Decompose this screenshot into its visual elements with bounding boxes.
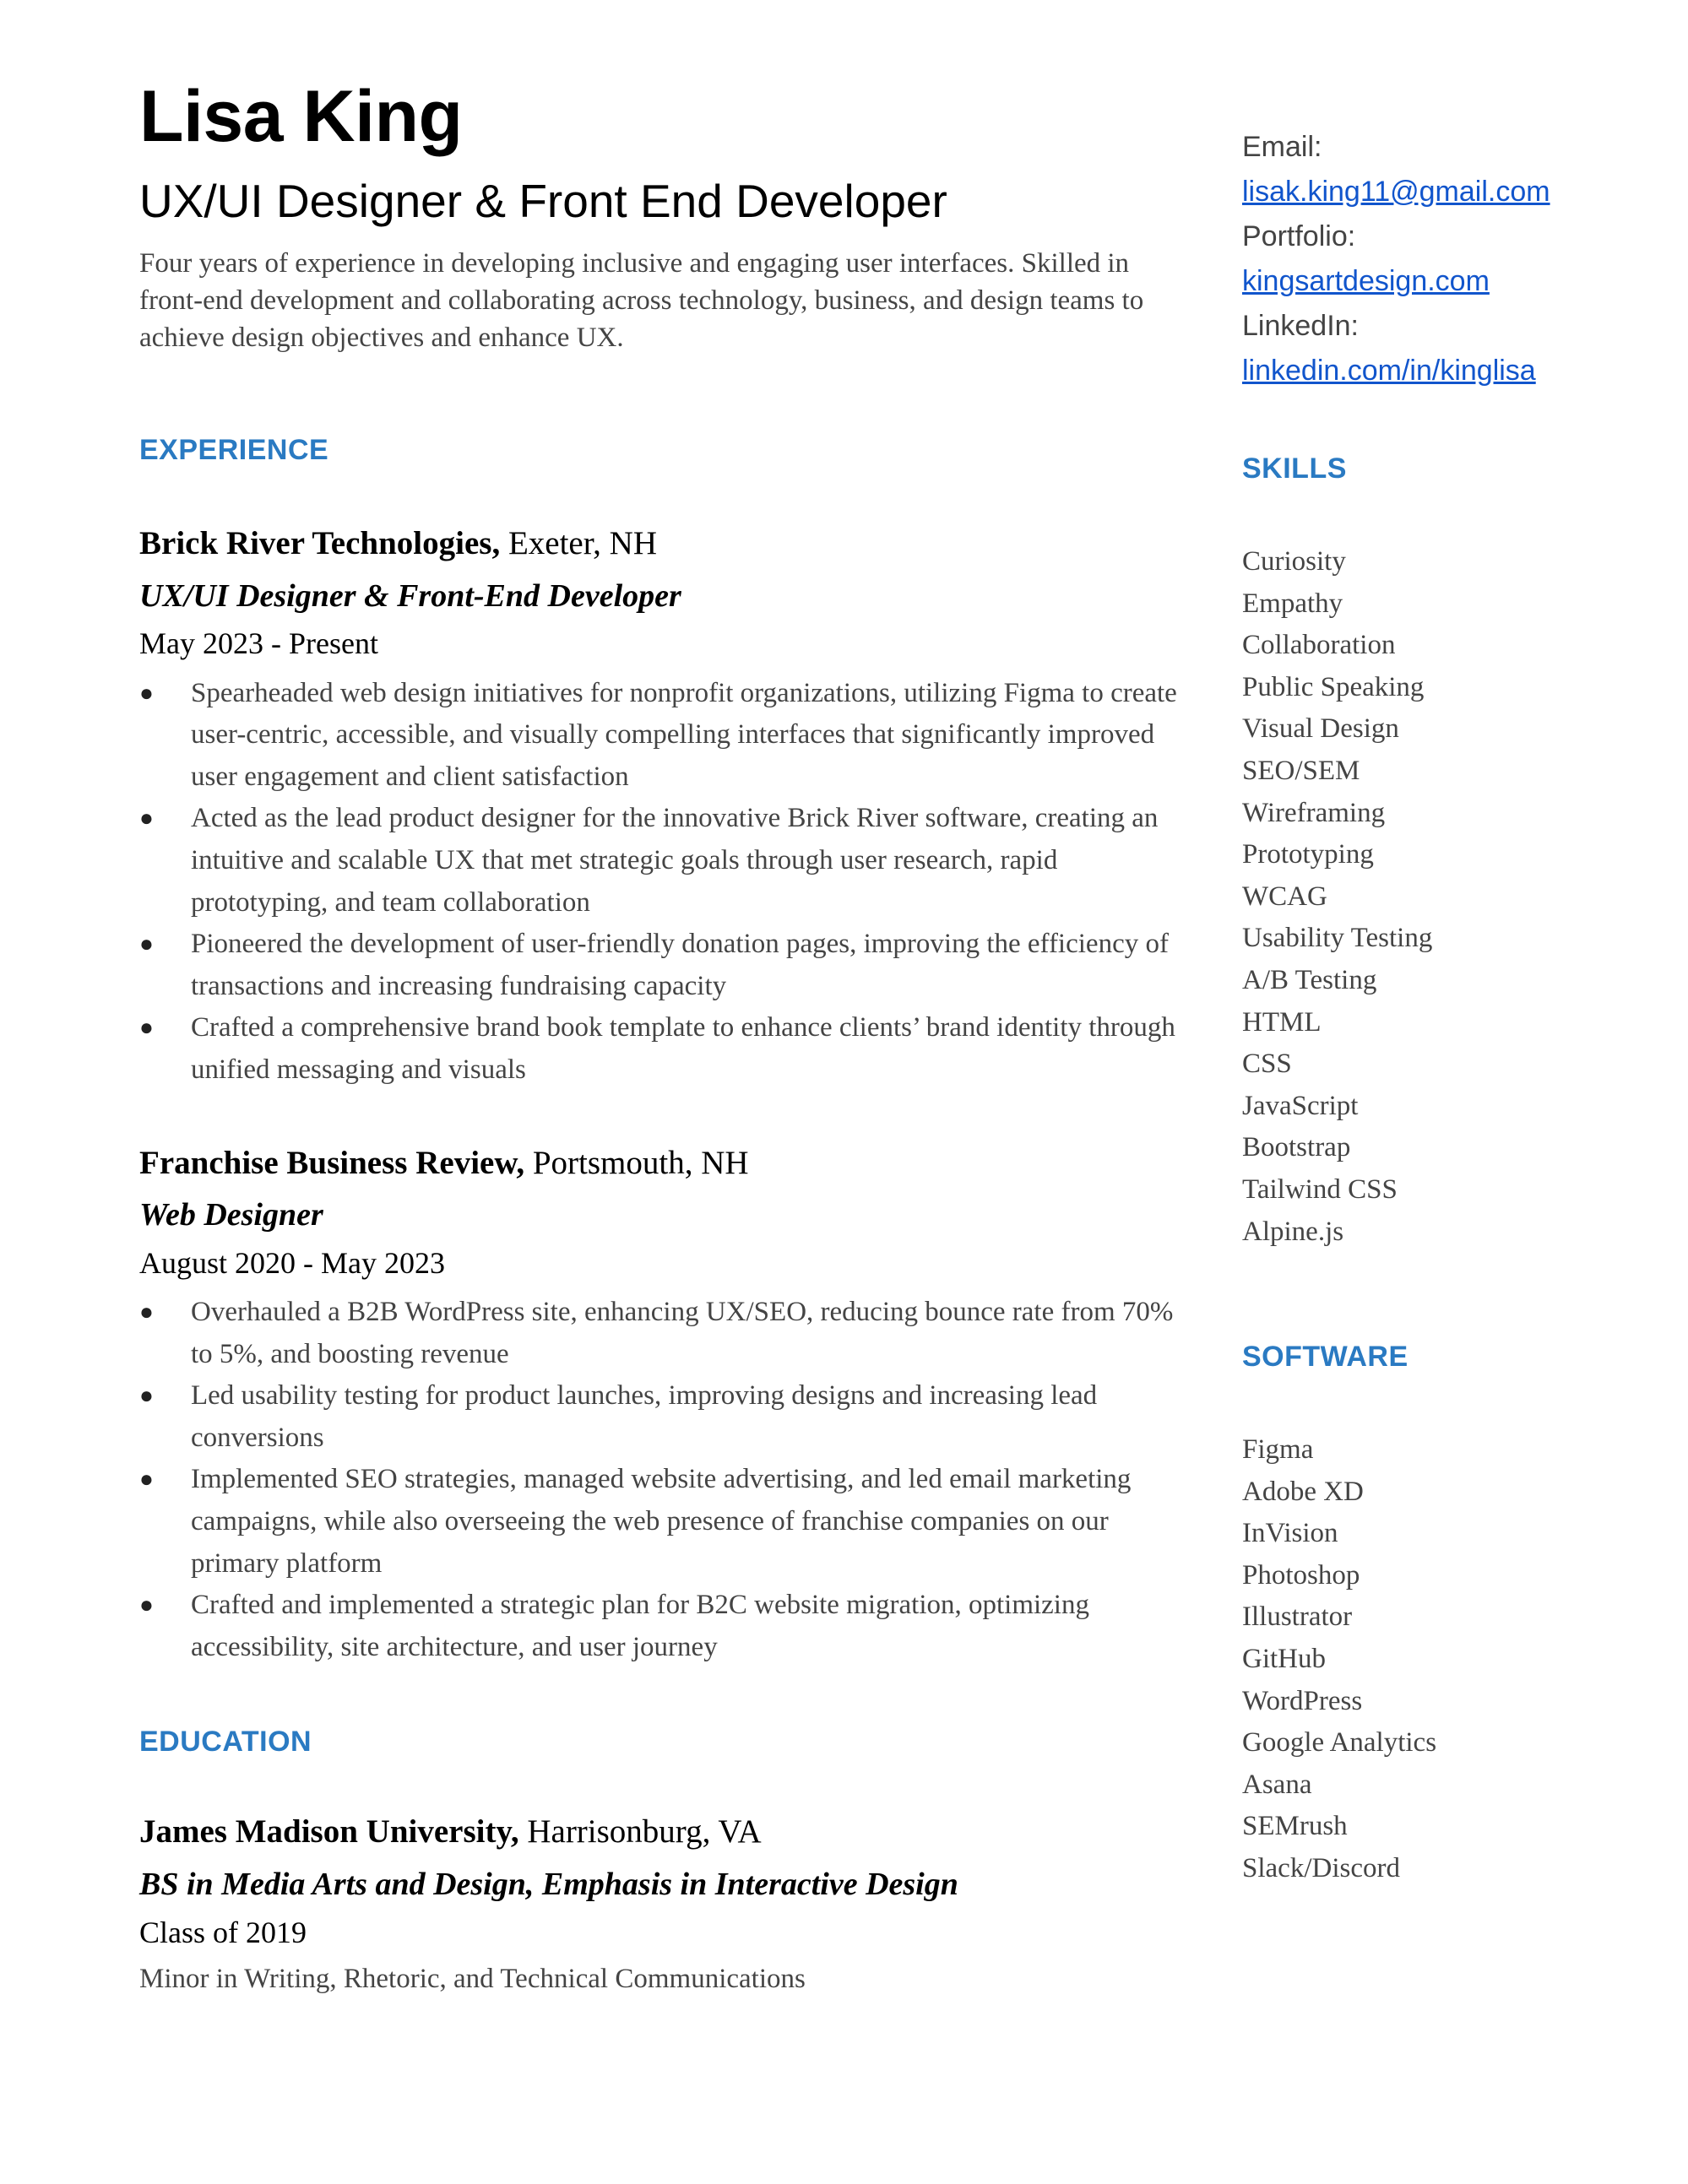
education-school-line [139,1813,1178,1852]
skills-heading: SKILLS [1242,453,1347,485]
software-item: Photoshop [1242,1559,1360,1591]
job-role: Web Designer [139,1197,323,1233]
education-school: James Madison University, [139,1813,519,1851]
job-location: Portsmouth, NH [524,1144,749,1181]
job-bullet-text: Led usability testing for product launches, improving designs and increasing lead conversions [191,1380,1098,1453]
main-column [139,76,1178,1997]
software-item: WordPress [1242,1685,1363,1716]
software-item: Google Analytics [1242,1727,1437,1759]
portfolio-link[interactable]: kingsartdesign.com [1242,265,1490,297]
skill-item: Curiosity [1242,546,1346,577]
bullet-dot-icon: ● [139,1015,154,1042]
job-bullet [139,924,1178,1007]
job-bullet-text: Overhauled a B2B WordPress site, enhancing UX/SEO, reducing bounce rate from 70% to 5%, and boosting revenue [191,1297,1174,1369]
bullet-dot-icon: ● [139,1383,154,1410]
job-bullets [139,1292,1178,1668]
bullet-dot-icon: ● [139,805,154,832]
skill-item: Public Speaking [1242,671,1425,702]
bullet-dot-icon: ● [139,680,154,707]
education-location: Harrisonburg, VA [518,1813,762,1851]
job-dates: August 2020 - May 2023 [139,1245,445,1280]
software-item: Figma [1242,1434,1314,1466]
software-item: Illustrator [1242,1601,1353,1633]
job-location: Exeter, NH [500,525,658,561]
job-bullet-text: Crafted a comprehensive brand book template to enhance clients’ brand identity through unified messaging and visuals [191,1012,1175,1085]
bullet-dot-icon: ● [139,1466,154,1493]
software-item: Asana [1242,1769,1312,1800]
experience-heading: EXPERIENCE [139,434,329,466]
linkedin-link[interactable]: linkedin.com/in/kinglisa [1242,355,1536,387]
job-entry [139,524,1178,1092]
bullet-dot-icon: ● [139,1592,154,1619]
job-org: Brick River Technologies, [139,525,501,561]
skill-item: Visual Design [1242,713,1399,745]
job-dates: May 2023 - Present [139,626,378,661]
bullet-dot-icon: ● [139,931,154,958]
summary: Four years of experience in developing inclusive and engaging user interfaces. Skilled in front-end development and collaborating across technology, business, and design teams to achieve design objectives and enhance UX. [139,248,1144,353]
skill-item: Bootstrap [1242,1132,1351,1163]
skills-list [1242,541,1639,1253]
job-org: Franchise Business Review, [139,1144,525,1181]
job-bullet-text: Crafted and implemented a strategic plan for B2C website migration, optimizing accessibility, site architecture, and user journey [191,1590,1089,1662]
skill-item: WCAG [1242,881,1327,912]
job-bullets [139,673,1178,1092]
side-column [1242,125,1639,1890]
job-bullet [139,673,1178,799]
skill-item: Usability Testing [1242,923,1433,954]
skill-item: Alpine.js [1242,1216,1344,1247]
job-org-line [139,1144,1178,1184]
skill-item: Empathy [1242,588,1343,619]
skill-item: A/B Testing [1242,964,1377,995]
skill-item: Prototyping [1242,839,1374,870]
job-role: UX/UI Designer & Front-End Developer [139,577,681,614]
headline: UX/UI Designer & Front End Developer [139,175,947,227]
job-bullet [139,1292,1178,1375]
software-heading: SOFTWARE [1242,1341,1408,1374]
education-degree: BS in Media Arts and Design, Emphasis in Interactive Design [139,1867,958,1903]
job-bullet [139,798,1178,924]
bullet-dot-icon: ● [139,1299,154,1326]
skill-item: JavaScript [1242,1090,1359,1121]
job-bullet-text: Spearheaded web design initiatives for nonprofit organizations, utilizing Figma to create user-centric, accessible, and visually compelling interfaces that significantly improved user engagement and client satisfaction [191,677,1177,792]
education-class: Class of 2019 [139,1915,307,1949]
education-minor: Minor in Writing, Rhetoric, and Technical Communications [139,1964,806,1995]
job-entry [139,1144,1178,1669]
candidate-name: Lisa King [139,76,463,157]
job-org-line [139,524,1178,564]
job-bullet-text: Pioneered the development of user-friendly donation pages, improving the efficiency of transactions and increasing fundraising capacity [191,929,1169,1001]
job-bullet [139,1375,1178,1459]
education-heading: EDUCATION [139,1726,312,1759]
skill-item: Collaboration [1242,630,1396,661]
skill-item: HTML [1242,1006,1322,1038]
skill-item: Tailwind CSS [1242,1173,1398,1205]
software-item: Slack/Discord [1242,1853,1400,1884]
skill-item: SEO/SEM [1242,755,1360,786]
software-item: InVision [1242,1518,1338,1549]
linkedin-label: LinkedIn: [1242,310,1359,342]
job-bullet-text: Implemented SEO strategies, managed website advertising, and led email marketing campaigns, while also overseeing the web presence of franchise companies on our primary platform [191,1464,1132,1579]
software-item: SEMrush [1242,1811,1348,1842]
job-bullet [139,1007,1178,1091]
skill-item: Wireframing [1242,797,1386,828]
job-bullet-text: Acted as the lead product designer for the innovative Brick River software, creating an intuitive and scalable UX that met strategic goals through user research, rapid prototyping, and team collaboration [191,803,1159,918]
email-link[interactable]: lisak.king11@gmail.com [1242,176,1550,208]
skill-item: CSS [1242,1049,1292,1080]
portfolio-label: Portfolio: [1242,220,1356,252]
education-entry [139,1813,1178,1996]
software-list [1242,1429,1639,1890]
job-bullet [139,1459,1178,1585]
contact-block [1242,125,1639,393]
software-item: Adobe XD [1242,1476,1364,1507]
email-label: Email: [1242,131,1322,163]
job-bullet [139,1585,1178,1668]
software-item: GitHub [1242,1644,1326,1675]
